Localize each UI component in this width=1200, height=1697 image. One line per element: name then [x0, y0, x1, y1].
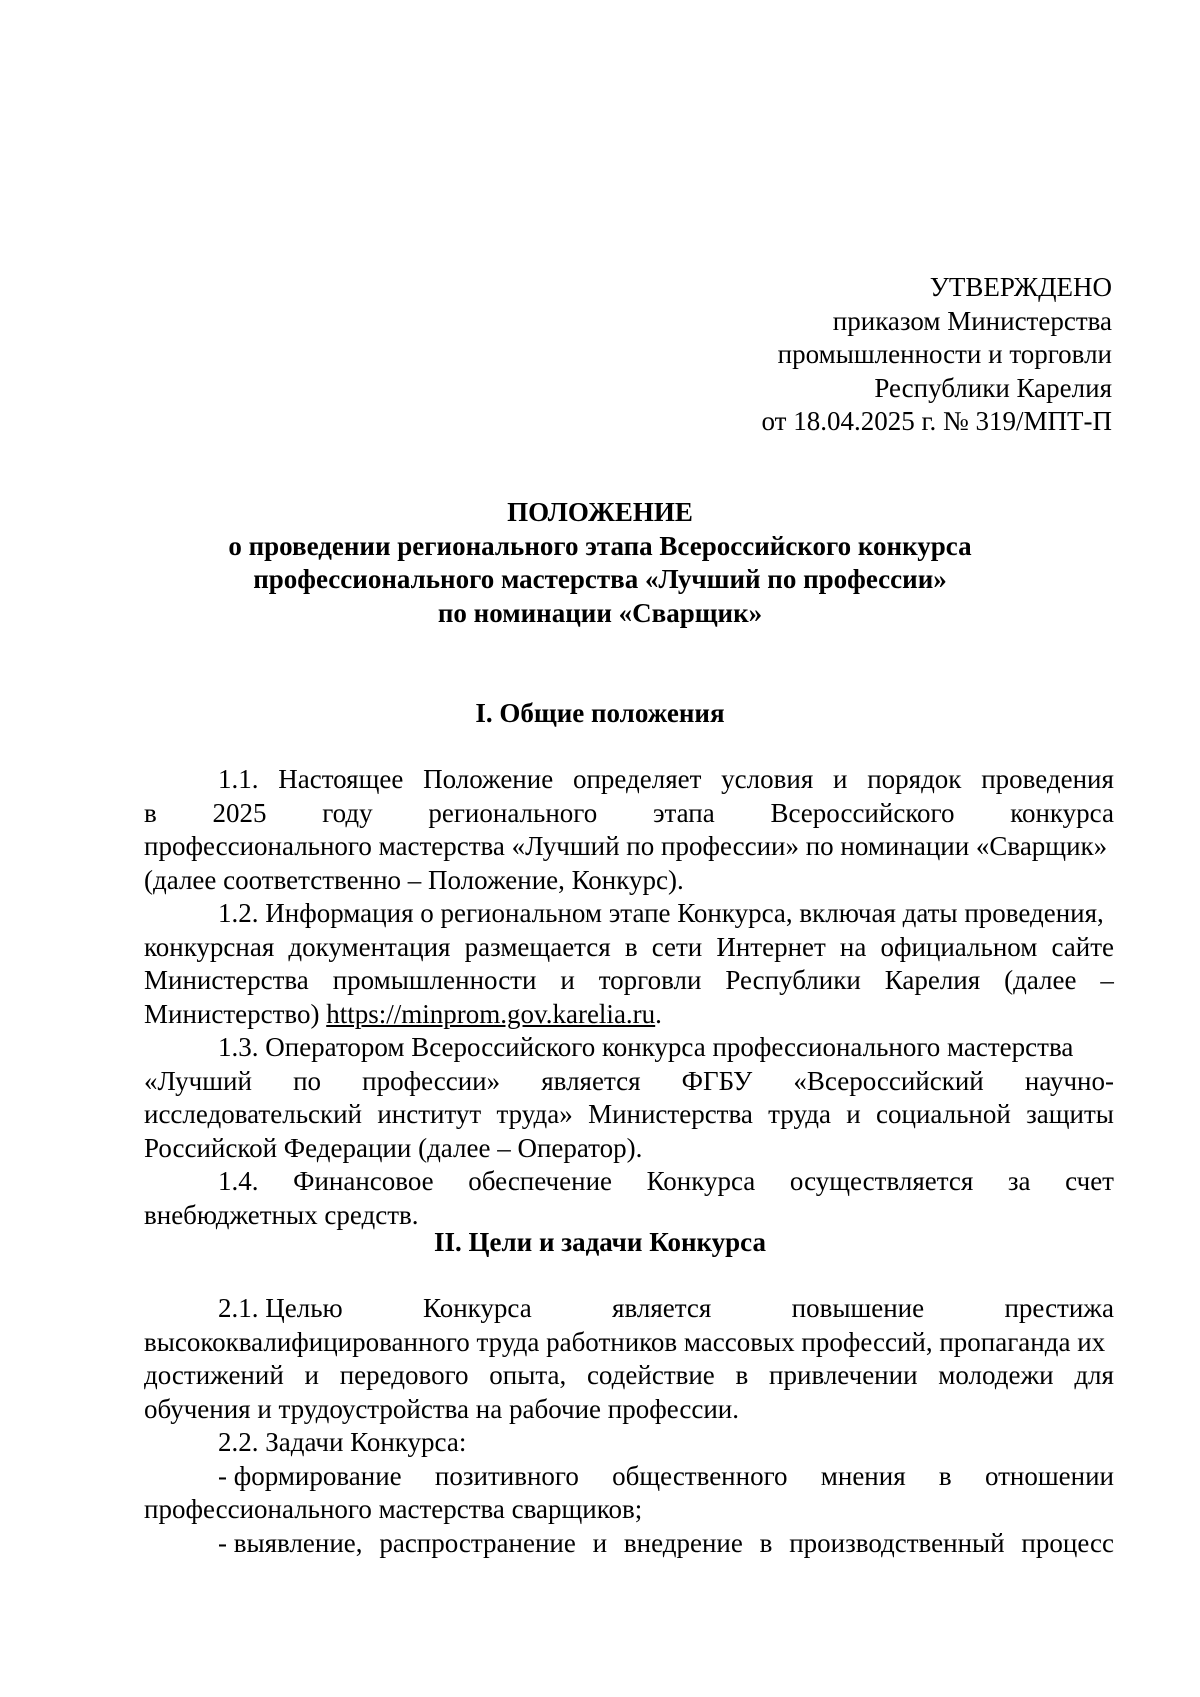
paragraph-1-3-line-1: 1.3. Оператором Всероссийского конкурса профессионального мастерства: [218, 1032, 1074, 1062]
paragraph-1-1-line-4: (далее соответственно – Положение, Конкурс).: [144, 864, 684, 895]
word: содействие: [586, 1360, 715, 1390]
word: в: [938, 1460, 952, 1491]
paragraph-1-1-line-1: [144, 763, 1114, 797]
word: процесс: [1021, 1527, 1114, 1558]
word: осуществляется: [789, 1166, 974, 1196]
word: повышение: [791, 1293, 925, 1323]
word: достижений: [144, 1360, 284, 1390]
approval-line-5: от 18.04.2025 г. № 319/МПТ-П: [761, 406, 1112, 436]
word: на: [839, 931, 867, 962]
word: общественного: [612, 1460, 788, 1491]
word: Министерства: [588, 1099, 753, 1129]
word: 2.1. Целью: [218, 1293, 343, 1323]
ministry-website-link[interactable]: https://minprom.gov.karelia.ru: [326, 998, 656, 1029]
paragraph-1-3-line-2: [144, 1065, 1114, 1099]
word: Интернет: [716, 931, 826, 962]
word: - выявление,: [218, 1527, 363, 1558]
word: производственный: [789, 1527, 1005, 1558]
word: научно-: [1024, 1065, 1114, 1096]
word: этапа: [652, 797, 715, 828]
word: ФГБУ: [681, 1065, 753, 1096]
word: отношении: [984, 1460, 1114, 1491]
word: - формирование: [218, 1460, 402, 1491]
word: и: [304, 1360, 319, 1390]
approval-line-4: Республики Карелия: [874, 372, 1112, 403]
approval-line-3: промышленности и торговли: [777, 339, 1112, 369]
word: опыта,: [489, 1360, 567, 1390]
word: позитивного: [434, 1460, 579, 1491]
word: определяет: [572, 764, 702, 794]
task-bullet-1-line-2: профессионального мастерства сварщиков;: [144, 1494, 643, 1524]
word: обеспечение: [468, 1166, 613, 1196]
word: условия: [721, 764, 814, 794]
word: является: [612, 1293, 712, 1323]
word: Конкурса: [646, 1166, 756, 1196]
word: защиты: [1026, 1099, 1114, 1129]
paragraph-1-2-line-4: [144, 998, 1114, 1032]
word: в: [735, 1360, 749, 1390]
word: в: [624, 931, 638, 962]
task-bullet-1-line-1: [144, 1460, 1114, 1494]
paragraph-1-3-line-3: [144, 1098, 1114, 1132]
word: труда»: [496, 1099, 573, 1129]
title-line-1: ПОЛОЖЕНИЕ: [507, 497, 693, 527]
word: Карелия: [884, 965, 981, 995]
paragraph-1-2-line-2: [144, 931, 1114, 965]
word: размещается: [464, 931, 611, 962]
word: Положение: [423, 764, 554, 794]
word: для: [1074, 1360, 1114, 1390]
word: –: [1100, 965, 1114, 995]
section-2-heading: II. Цели и задачи Конкурса: [433, 1227, 766, 1257]
word: Настоящее: [278, 764, 404, 794]
word: распространение: [379, 1527, 576, 1558]
word: «Лучший: [144, 1065, 252, 1096]
word: социальной: [876, 1099, 1011, 1129]
word: Всероссийского: [770, 797, 955, 828]
paragraph-1-2-line-1: 1.2. Информация о региональном этапе Конкурса, включая даты проведения,: [218, 898, 1104, 928]
word: является: [541, 1065, 641, 1096]
word: в: [759, 1527, 773, 1558]
paragraph-2-1-line-1: [144, 1292, 1114, 1326]
word: Республики: [725, 965, 861, 995]
word: (далее: [1004, 965, 1077, 995]
word: профессии»: [362, 1065, 501, 1096]
word: счет: [1065, 1166, 1114, 1196]
paragraph-2-1-line-2: высококвалифицированного труда работников массовых профессий, пропаганда их: [144, 1326, 1106, 1357]
word: Министерства: [144, 965, 309, 995]
word: регионального: [428, 797, 598, 828]
word: 1.4.: [218, 1166, 259, 1196]
approval-line-1: УТВЕРЖДЕНО: [929, 272, 1112, 302]
paragraph-1-3-line-4: Российской Федерации (далее – Оператор).: [144, 1132, 643, 1163]
word: по: [293, 1065, 322, 1096]
word: молодежи: [938, 1360, 1054, 1390]
section-1-body: [144, 763, 1114, 1232]
paragraph-2-1-line-3: [144, 1359, 1114, 1393]
section-2-body: [144, 1292, 1114, 1560]
approval-line-2: приказом Министерства: [832, 305, 1112, 336]
paragraph-1-2-text: Министерство): [144, 998, 327, 1029]
word: промышленности: [332, 965, 537, 995]
word: привлечении: [769, 1360, 918, 1390]
paragraph-1-4-line-1: [144, 1165, 1114, 1199]
word: внедрение: [623, 1527, 743, 1558]
paragraph-2-1-line-4: обучения и трудоустройства на рабочие профессии.: [144, 1393, 739, 1424]
word: сети: [651, 931, 703, 962]
word: за: [1007, 1166, 1031, 1196]
word: 1.1.: [218, 764, 259, 794]
paragraph-1-1-line-2: [144, 797, 1114, 831]
paragraph-2-2-line-1: 2.2. Задачи Конкурса:: [218, 1427, 467, 1457]
word: исследовательский: [144, 1099, 363, 1129]
title-line-2: о проведении регионального этапа Всероссийского конкурса: [228, 530, 972, 561]
word: торговли: [598, 965, 702, 995]
word: в: [144, 797, 157, 828]
word: «Всероссийский: [793, 1065, 984, 1096]
word: и: [846, 1099, 861, 1129]
section-1-heading: I. Общие положения: [475, 698, 725, 728]
word: и: [833, 764, 848, 794]
task-bullet-2-line-1: [144, 1527, 1114, 1561]
word: конкурса: [1010, 797, 1114, 828]
word: передового: [339, 1360, 469, 1390]
word: порядок: [867, 764, 962, 794]
word: 2025: [212, 797, 267, 828]
word: году: [322, 797, 373, 828]
word: документация: [288, 931, 451, 962]
title-line-3: профессионального мастерства «Лучший по профессии»: [253, 564, 947, 594]
word: институт: [377, 1099, 482, 1129]
document-title: [0, 496, 1200, 630]
word: официальном: [880, 931, 1038, 962]
word: Конкурса: [423, 1293, 532, 1323]
approval-stamp: [762, 271, 1112, 439]
word: труда: [768, 1099, 831, 1129]
word: Финансовое: [293, 1166, 434, 1196]
word: и: [560, 965, 575, 995]
paragraph-1-2-line-3: [144, 964, 1114, 998]
word: мнения: [820, 1460, 906, 1491]
word: престижа: [1004, 1293, 1114, 1323]
word: и: [592, 1527, 608, 1558]
word: конкурсная: [144, 931, 275, 962]
paragraph-1-2-period: .: [655, 998, 662, 1029]
word: сайте: [1051, 931, 1114, 962]
word: проведения: [981, 764, 1114, 794]
paragraph-1-1-line-3: профессионального мастерства «Лучший по профессии» по номинации «Сварщик»: [144, 831, 1108, 861]
paragraph-1-4-line-2: внебюджетных средств.: [144, 1199, 419, 1230]
title-line-4: по номинации «Сварщик»: [437, 597, 763, 628]
